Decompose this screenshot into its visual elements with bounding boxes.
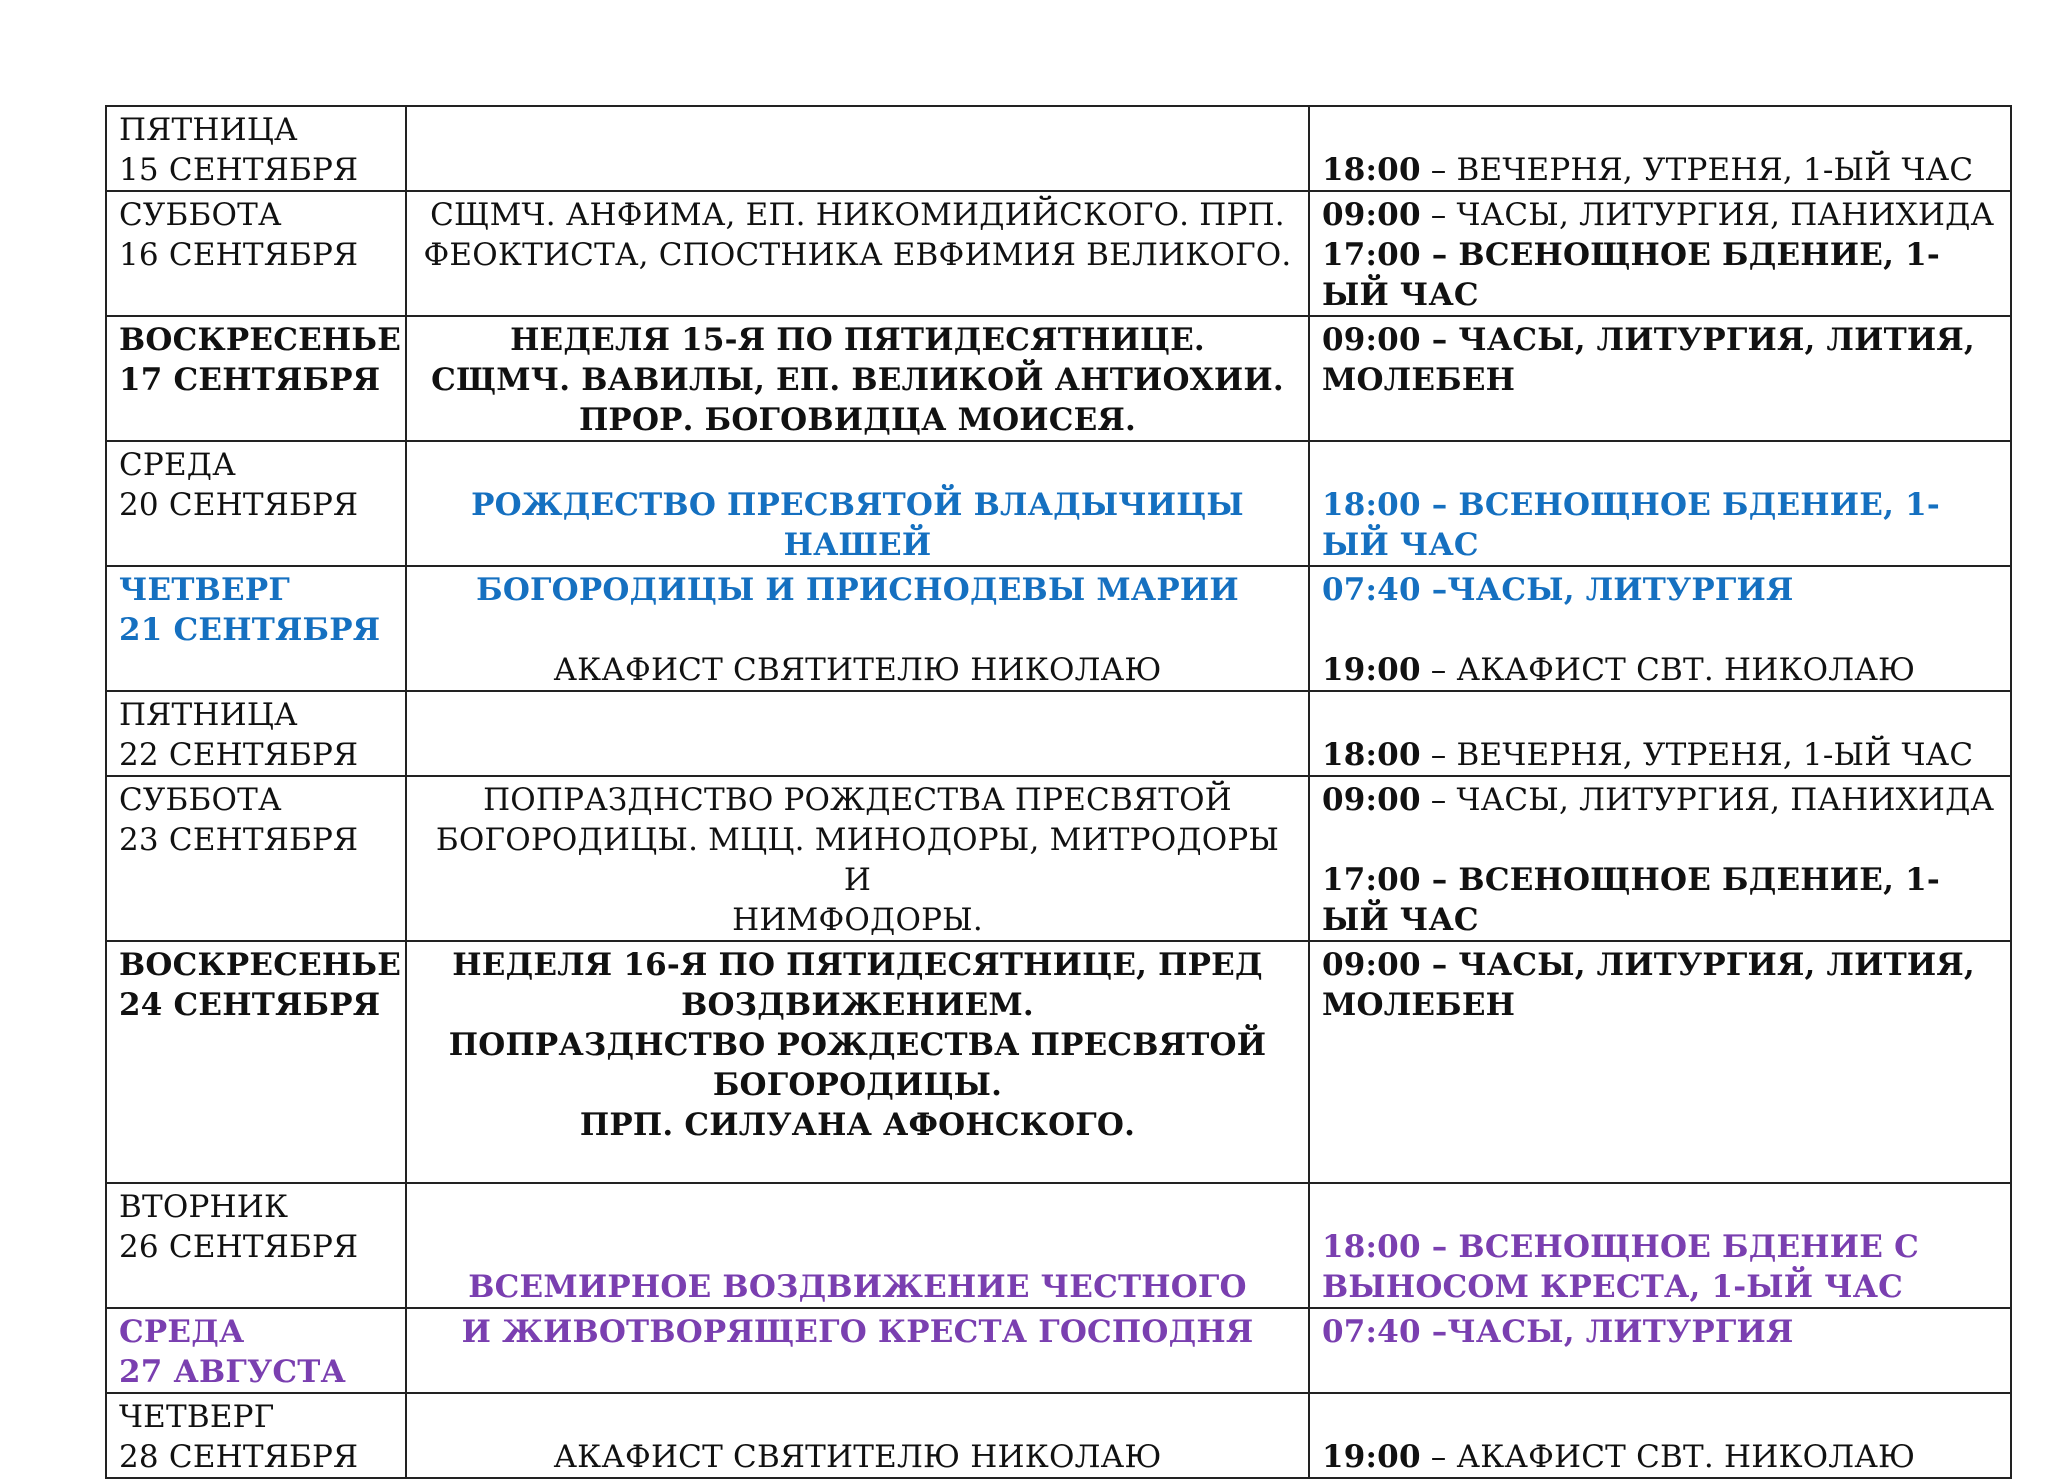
- feast-cell: [406, 441, 1309, 566]
- day-cell: [106, 441, 406, 566]
- table-row: [106, 441, 2011, 566]
- table-row: [106, 191, 2011, 316]
- services-cell: [1309, 691, 2011, 776]
- service-text: – ВЕЧЕРНЯ, УТРЕНЯ, 1-ЫЙ ЧАС: [1420, 152, 1974, 188]
- weekday: ЧЕТВЕРГ: [119, 572, 290, 608]
- table-row: [106, 106, 2011, 191]
- weekday: ВОСКРЕСЕНЬЕ: [119, 322, 402, 358]
- feast-line: ПРОР. БОГОВИДЦА МОИСЕЯ.: [578, 402, 1137, 438]
- service-text: – АКАФИСТ СВТ. НИКОЛАЮ: [1420, 652, 1916, 688]
- weekday: ПЯТНИЦА: [119, 112, 298, 148]
- service-time: 09:00: [1322, 782, 1421, 818]
- table-row: [106, 566, 2011, 691]
- service-line: [1322, 320, 1998, 360]
- service-line: [1322, 945, 1998, 985]
- service-time: 18:00: [1322, 487, 1421, 523]
- table-row: [106, 691, 2011, 776]
- service-text: –ЧАСЫ, ЛИТУРГИЯ: [1420, 1314, 1794, 1350]
- feast-cell: [406, 776, 1309, 941]
- feast-line: НЕДЕЛЯ 15-Я ПО ПЯТИДЕСЯТНИЦЕ.: [510, 322, 1205, 358]
- table-row: [106, 776, 2011, 941]
- feast-cell: [406, 106, 1309, 191]
- day-cell: [106, 316, 406, 441]
- schedule-table: [105, 105, 2012, 1479]
- weekday: СРЕДА: [119, 447, 236, 483]
- service-line: [1322, 1227, 1998, 1267]
- feast-line: РОЖДЕСТВО ПРЕСВЯТОЙ ВЛАДЫЧИЦЫ НАШЕЙ: [471, 487, 1244, 563]
- feast-line: ПОПРАЗДНСТВО РОЖДЕСТВА ПРЕСВЯТОЙ: [448, 1027, 1267, 1063]
- weekday: СРЕДА: [119, 1314, 245, 1350]
- service-time: 07:40: [1322, 1314, 1421, 1350]
- weekday: ЧЕТВЕРГ: [119, 1399, 275, 1435]
- feast-cell: [406, 1183, 1309, 1308]
- weekday: ВТОРНИК: [119, 1189, 289, 1225]
- services-cell: [1309, 191, 2011, 316]
- feast-line: И ЖИВОТВОРЯЩЕГО КРЕСТА ГОСПОДНЯ: [461, 1314, 1254, 1350]
- date: 17 СЕНТЯБРЯ: [119, 362, 381, 398]
- feast-line: НЕДЕЛЯ 16-Я ПО ПЯТИДЕСЯТНИЦЕ, ПРЕД: [452, 947, 1263, 983]
- date: 15 СЕНТЯБРЯ: [119, 152, 359, 188]
- date: 23 СЕНТЯБРЯ: [119, 822, 359, 858]
- service-text: – ЧАСЫ, ЛИТУРГИЯ, ЛИТИЯ,: [1420, 947, 1975, 983]
- service-text: – ВСЕНОЩНОЕ БДЕНИЕ С: [1420, 1229, 1919, 1265]
- feast-line: ФЕОКТИСТА, СПОСТНИКА ЕВФИМИЯ ВЕЛИКОГО.: [423, 237, 1292, 273]
- services-cell: [1309, 941, 2011, 1183]
- service-line: [1322, 860, 1998, 940]
- service-line: [1322, 1437, 1998, 1477]
- services-cell: [1309, 106, 2011, 191]
- day-cell: [106, 106, 406, 191]
- feast-line: НИМФОДОРЫ.: [732, 902, 983, 938]
- date: 27 АВГУСТА: [119, 1354, 346, 1390]
- services-cell: [1309, 566, 2011, 691]
- feast-line: СЩМЧ. ВАВИЛЫ, ЕП. ВЕЛИКОЙ АНТИОХИИ.: [431, 362, 1284, 398]
- feast-line: ПОПРАЗДНСТВО РОЖДЕСТВА ПРЕСВЯТОЙ: [483, 782, 1232, 818]
- feast-line: БОГОРОДИЦЫ И ПРИСНОДЕВЫ МАРИИ: [476, 572, 1239, 608]
- service-text: – ВСЕНОЩНОЕ БДЕНИЕ, 1-ЫЙ ЧАС: [1322, 487, 1940, 563]
- services-cell: [1309, 1308, 2011, 1393]
- table-row: [106, 1393, 2011, 1478]
- date: 20 СЕНТЯБРЯ: [119, 487, 359, 523]
- service-line: МОЛЕБЕН: [1322, 362, 1516, 398]
- service-time: 18:00: [1322, 152, 1421, 188]
- day-cell: [106, 691, 406, 776]
- service-line: [1322, 780, 1998, 820]
- feast-cell: [406, 566, 1309, 691]
- day-cell: [106, 941, 406, 1183]
- date: 22 СЕНТЯБРЯ: [119, 737, 359, 773]
- schedule-sheet: [105, 105, 2008, 1479]
- feast-line: ВОЗДВИЖЕНИЕМ.: [681, 987, 1034, 1023]
- day-cell: [106, 776, 406, 941]
- feast-line: ПРП. СИЛУАНА АФОНСКОГО.: [579, 1107, 1136, 1143]
- weekday: СУББОТА: [119, 782, 282, 818]
- service-text: – ВЕЧЕРНЯ, УТРЕНЯ, 1-ЫЙ ЧАС: [1420, 737, 1974, 773]
- service-text: –ЧАСЫ, ЛИТУРГИЯ: [1420, 572, 1794, 608]
- weekday: ПЯТНИЦА: [119, 697, 298, 733]
- service-line: [1322, 235, 1998, 315]
- service-time: 18:00: [1322, 737, 1421, 773]
- service-line: [1322, 485, 1998, 565]
- feast-line: ВСЕМИРНОЕ ВОЗДВИЖЕНИЕ ЧЕСТНОГО: [468, 1269, 1247, 1305]
- service-line: МОЛЕБЕН: [1322, 987, 1516, 1023]
- service-time: 09:00: [1322, 322, 1421, 358]
- service-text: – ВСЕНОЩНОЕ БДЕНИЕ, 1-ЫЙ ЧАС: [1322, 862, 1940, 938]
- service-text: – ЧАСЫ, ЛИТУРГИЯ, ПАНИХИДА: [1420, 197, 1995, 233]
- service-time: 19:00: [1322, 1439, 1421, 1475]
- service-line: [1322, 735, 1998, 775]
- services-cell: [1309, 441, 2011, 566]
- service-line: [1322, 195, 1998, 235]
- date: 16 СЕНТЯБРЯ: [119, 237, 359, 273]
- weekday: СУББОТА: [119, 197, 282, 233]
- date: 21 СЕНТЯБРЯ: [119, 612, 381, 648]
- service-time: 17:00: [1322, 237, 1421, 273]
- feast-line: АКАФИСТ СВЯТИТЕЛЮ НИКОЛАЮ: [553, 1439, 1162, 1475]
- feast-line: АКАФИСТ СВЯТИТЕЛЮ НИКОЛАЮ: [553, 652, 1162, 688]
- service-time: 07:40: [1322, 572, 1421, 608]
- service-line: [1322, 650, 1998, 690]
- day-cell: [106, 191, 406, 316]
- feast-line: СЩМЧ. АНФИМА, ЕП. НИКОМИДИЙСКОГО. ПРП.: [430, 197, 1285, 233]
- table-row: [106, 316, 2011, 441]
- service-line: [1322, 150, 1998, 190]
- feast-cell: [406, 941, 1309, 1183]
- service-time: 19:00: [1322, 652, 1421, 688]
- day-cell: [106, 1308, 406, 1393]
- services-cell: [1309, 1393, 2011, 1478]
- service-line: [1322, 570, 1998, 610]
- day-cell: [106, 566, 406, 691]
- service-text: – ВСЕНОЩНОЕ БДЕНИЕ, 1-ЫЙ ЧАС: [1322, 237, 1940, 313]
- service-line: ВЫНОСОМ КРЕСТА, 1-ЫЙ ЧАС: [1322, 1269, 1904, 1305]
- date: 28 СЕНТЯБРЯ: [119, 1439, 359, 1475]
- weekday: ВОСКРЕСЕНЬЕ: [119, 947, 402, 983]
- service-text: – АКАФИСТ СВТ. НИКОЛАЮ: [1420, 1439, 1916, 1475]
- feast-line: БОГОРОДИЦЫ. МЦЦ. МИНОДОРЫ, МИТРОДОРЫ И: [435, 822, 1280, 898]
- service-line: [1322, 1312, 1998, 1352]
- service-time: 09:00: [1322, 947, 1421, 983]
- service-time: 09:00: [1322, 197, 1421, 233]
- feast-cell: [406, 316, 1309, 441]
- table-row: [106, 1308, 2011, 1393]
- table-row: [106, 1183, 2011, 1308]
- day-cell: [106, 1183, 406, 1308]
- day-cell: [106, 1393, 406, 1478]
- feast-line: БОГОРОДИЦЫ.: [712, 1067, 1003, 1103]
- service-text: – ЧАСЫ, ЛИТУРГИЯ, ЛИТИЯ,: [1420, 322, 1975, 358]
- services-cell: [1309, 1183, 2011, 1308]
- feast-cell: [406, 191, 1309, 316]
- services-cell: [1309, 316, 2011, 441]
- service-text: – ЧАСЫ, ЛИТУРГИЯ, ПАНИХИДА: [1420, 782, 1995, 818]
- date: 24 СЕНТЯБРЯ: [119, 987, 381, 1023]
- feast-cell: [406, 691, 1309, 776]
- service-time: 18:00: [1322, 1229, 1421, 1265]
- services-cell: [1309, 776, 2011, 941]
- date: 26 СЕНТЯБРЯ: [119, 1229, 359, 1265]
- service-time: 17:00: [1322, 862, 1421, 898]
- feast-cell: [406, 1308, 1309, 1393]
- feast-cell: [406, 1393, 1309, 1478]
- table-row: [106, 941, 2011, 1183]
